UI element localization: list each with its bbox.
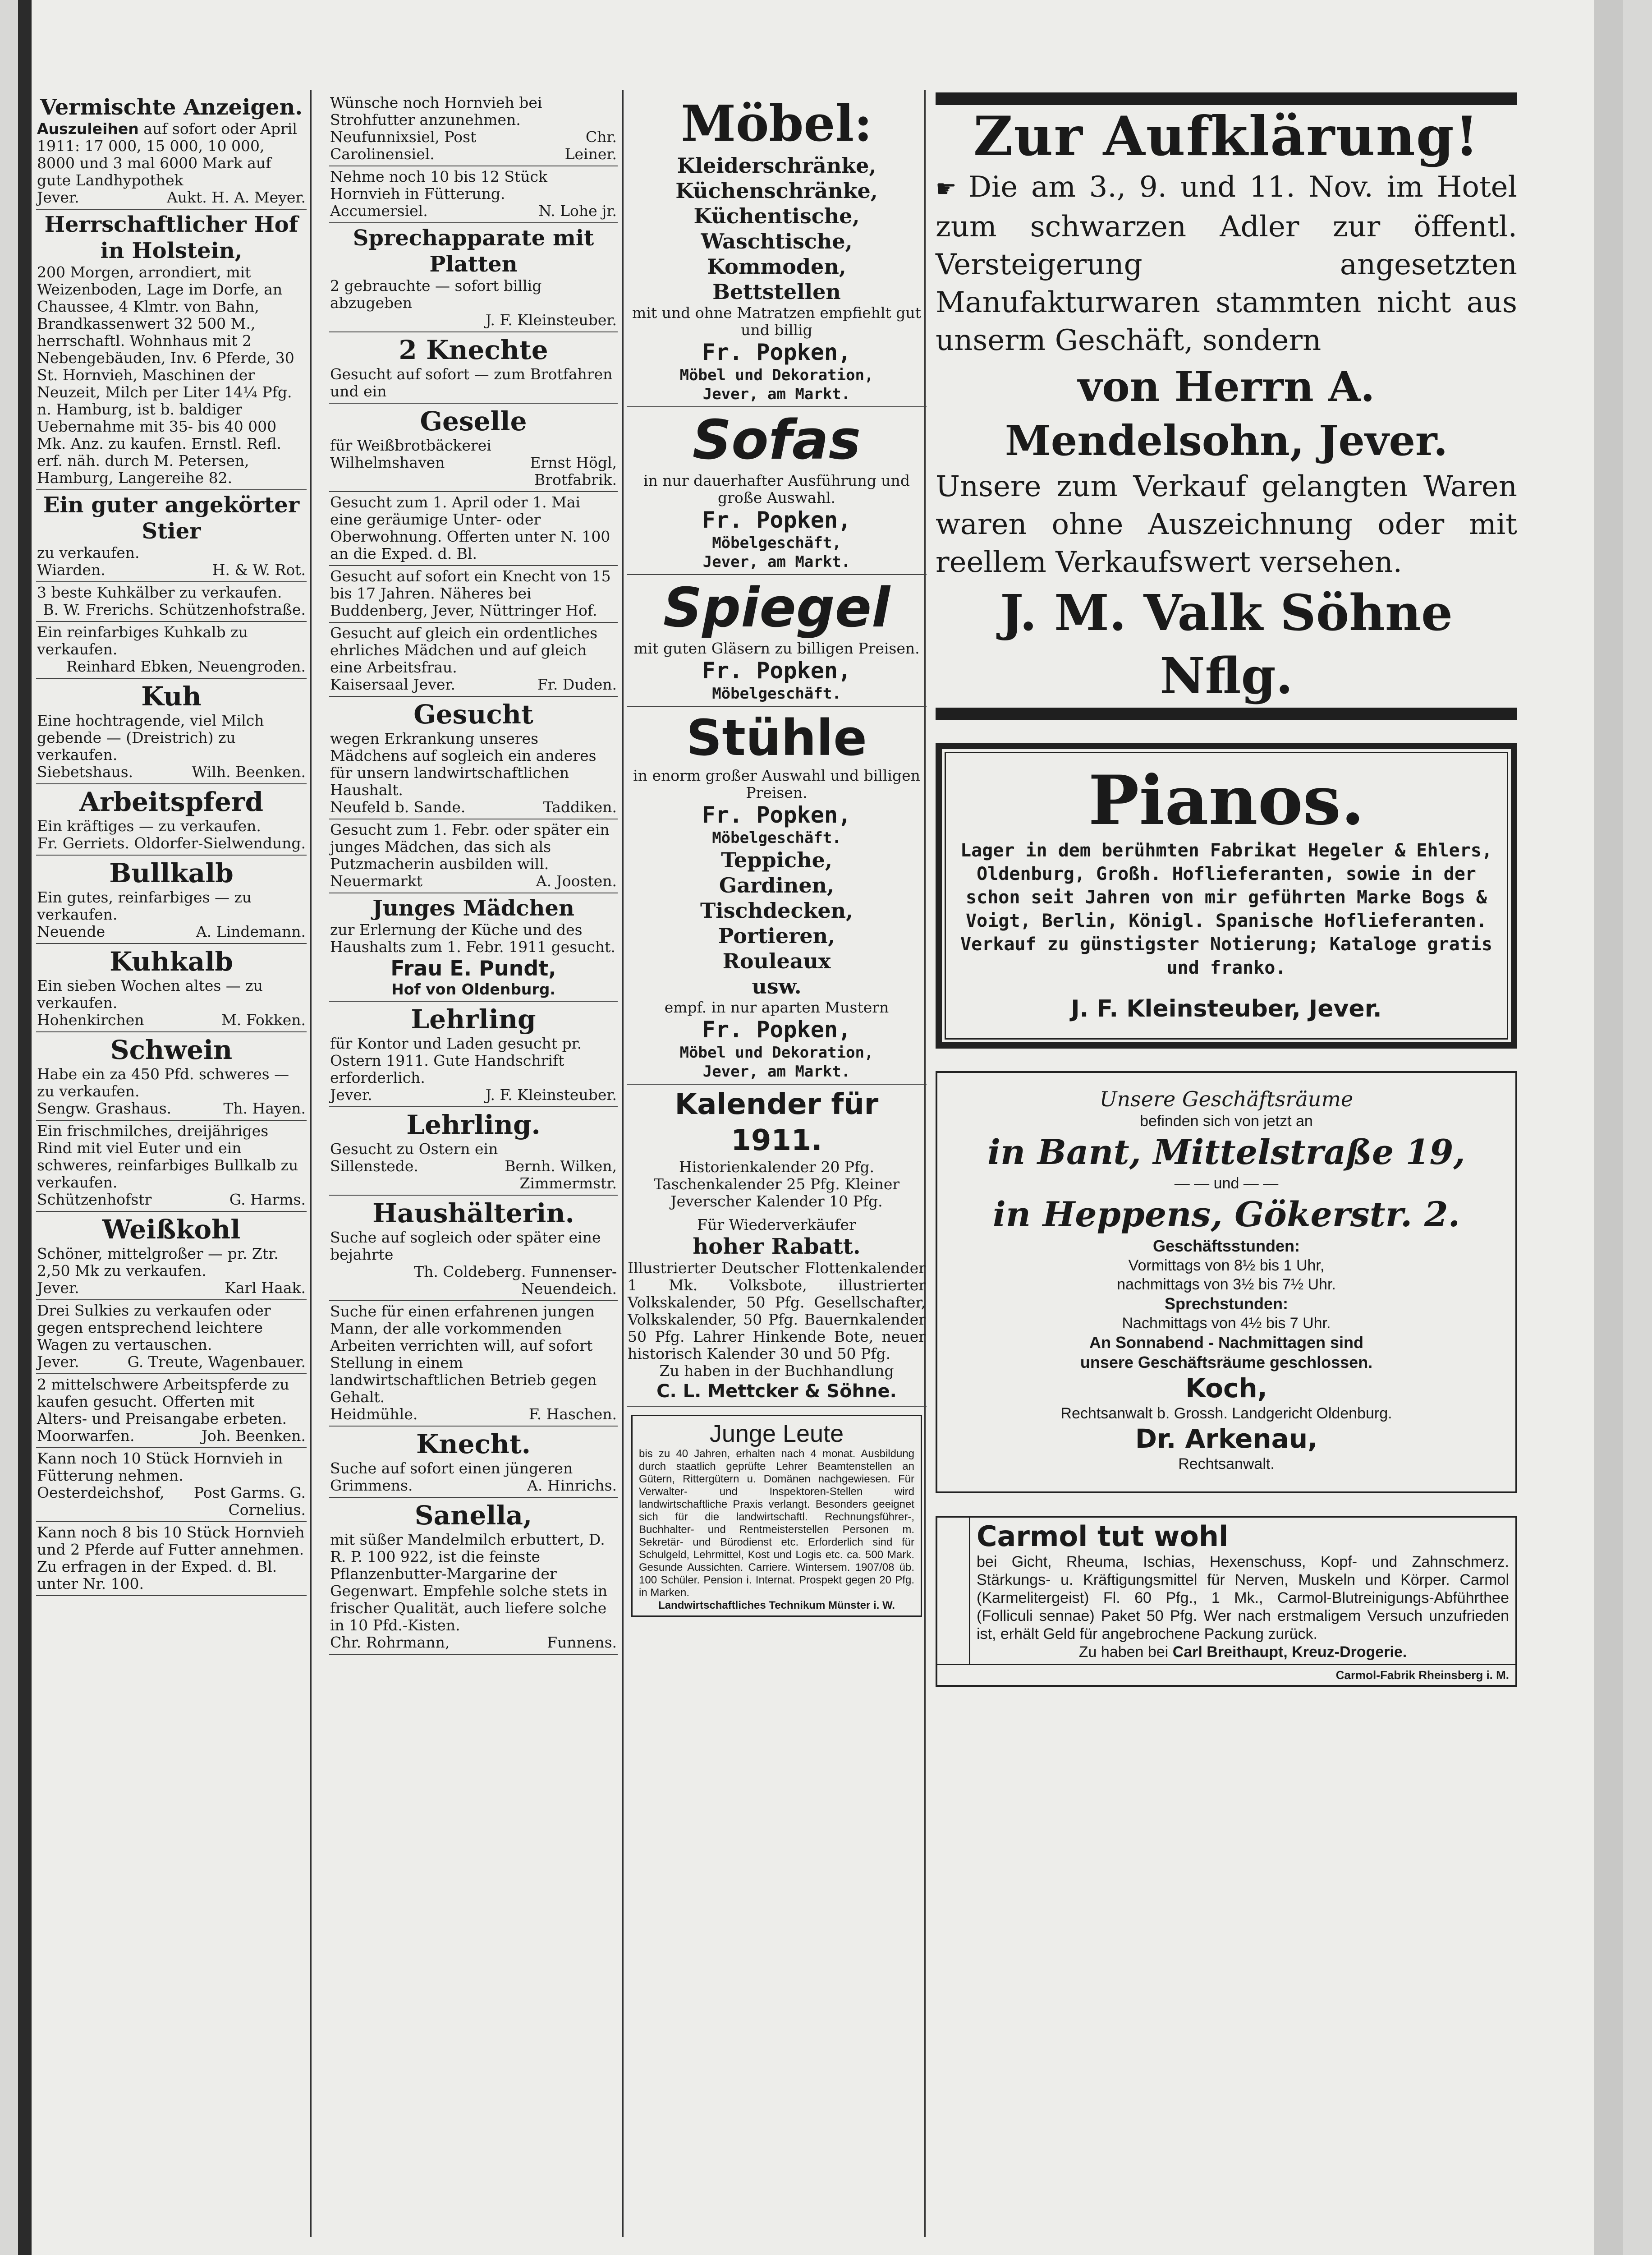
ad-signature: [37, 764, 306, 781]
ad-body: bis zu 40 Jahren, erhalten nach 4 monat. Ausbildung durch staatlich geprüfte Lehrer Beamtenstellen an Gütern, Rittergütern u. Domänen nachgewiesen. Für Verwalter- und Inspektoren-Stellen wird landwirtschaftliche Praxis verlangt. Besonders geeignet sich für die landwirtschaftl. Rechnungsführer-, Buchhalter- und Rentmeisterstellen Personen m. Sekretär- und Bürodienst etc. Erforderlich sind für Schulgeld, Lehrmittel, Kost und Logis etc. ca. 500 Mark. Gesunde Aussichten. Carriere. Wintersem. 1907/08 üb. 100 Schüler. Pension i. Internat. Prospekt gegen 20 Pfg. in Marken.: [639, 1448, 914, 1599]
ad-title: Schwein: [110, 1035, 233, 1065]
ad-body: Historienkalender 20 Pfg. Taschenkalender 25 Pfg. Kleiner Jeverscher Kalender 10 Pfg.: [653, 1158, 900, 1210]
ad-body: mit süßer Mandelmilch erbuttert, D. R. P. 100 922, ist die feinste Pflanzenbutter-Margarine der Gegenwart. Empfehle solche stets in frischer Qualität, auch liefere solche in 10 Pfd.-Kisten.: [330, 1531, 608, 1634]
ad-highlight: von Herrn A. Mendelsohn, Jever.: [1005, 362, 1448, 465]
classified-ad: [36, 1121, 307, 1212]
moebel-item: Kommoden,: [707, 254, 846, 279]
ad-title: Carmol tut wohl: [977, 1520, 1229, 1553]
ad-body: Gesucht auf sofort — zum Brotfahren und ein: [330, 365, 613, 400]
signature-place: Neufeld b. Sande.: [330, 798, 466, 816]
advertiser-name: Frau E. Pundt,: [390, 956, 556, 980]
classified-ad: [36, 1374, 307, 1448]
ad-signature: [37, 1279, 306, 1297]
column-large-ads: [931, 92, 1522, 2235]
ad-moebel: [627, 92, 927, 407]
lawyer-role: Rechtsanwalt b. Grossh. Landgericht Oldenburg.: [1060, 1405, 1392, 1422]
advertiser-place: Jever, am Markt.: [702, 385, 851, 403]
ad-body: ☛ Die am 3., 9. und 11. Nov. im Hotel zum schwarzen Adler zur öffentl. Versteigerung angesetzten Manufakturwaren stammten nicht aus unserm Geschäft, sondern: [936, 170, 1517, 357]
ad-sofas: [627, 407, 927, 575]
classified-ad: [36, 1212, 307, 1300]
signature-name: A. Hinrichs.: [527, 1477, 617, 1494]
ad-title: Knecht.: [416, 1429, 531, 1459]
ad-signature: [330, 1406, 617, 1423]
ad-body: Gesucht zum 1. April oder 1. Mai eine geräumige Unter- oder Oberwohnung. Offerten unter N. 100 an die Exped. d. Bl.: [330, 493, 610, 562]
ad-body: Ein sieben Wochen altes — zu verkaufen.: [37, 977, 263, 1012]
ad-title: Lehrling.: [406, 1109, 541, 1140]
signature-name: A. Lindemann.: [196, 923, 306, 940]
ad-title: Stühle: [686, 709, 867, 767]
signature-place: Jever.: [37, 189, 79, 206]
ad-body: wegen Erkrankung unseres Mädchens auf sogleich ein anderes für unsern landwirtschaftlichen Haushalt.: [330, 730, 597, 799]
signature-place: Moorwarfen.: [37, 1427, 135, 1445]
ad-signature: [37, 1484, 306, 1519]
advertiser-name: Fr. Popken,: [702, 802, 852, 828]
ad-signature: [330, 129, 617, 163]
hours-label: Sprechstunden:: [1164, 1294, 1289, 1313]
classified-ad: [36, 1448, 307, 1522]
ad-title: Haushälterin.: [372, 1198, 574, 1229]
ad-footer: Landwirtschaftliches Technikum Münster i. W.: [658, 1599, 895, 1611]
classified-ad: [329, 1498, 618, 1655]
ad-aufklaerung: [931, 92, 1522, 720]
signature-name: M. Fokken.: [221, 1011, 306, 1029]
ad-body: Gesucht auf sofort ein Knecht von 15 bis 17 Jahren. Näheres bei Buddenberg, Jever, Nüttringer Hof.: [330, 567, 611, 619]
signature-place: Siebetshaus.: [37, 763, 133, 781]
advertiser-name: Fr. Popken,: [702, 507, 852, 533]
textil-item: Gardinen,: [719, 873, 835, 897]
signature-name: Fr. Gerriets. Oldorfer-Sielwendung.: [37, 834, 306, 852]
ad-body: Ein reinfarbiges Kuhkalb zu verkaufen.: [37, 623, 248, 658]
ad-title: Kuhkalb: [110, 946, 233, 977]
ad-signature: [37, 1100, 306, 1117]
closed-note: unsere Geschäftsräume geschlossen.: [1080, 1353, 1373, 1371]
ad-title: Pianos.: [1088, 761, 1365, 840]
column-rule: [310, 90, 312, 2237]
ad-signature: [330, 1263, 617, 1298]
ad-title: Arbeitspferd: [79, 787, 263, 817]
ad-junge-leute: [631, 1415, 922, 1617]
signature-place: Jever.: [330, 1086, 372, 1104]
classified-ad: [329, 819, 618, 893]
ad-note: empf. in nur aparten Mustern: [664, 999, 889, 1016]
classified-ad: [329, 1107, 618, 1196]
ad-body: Suche für einen erfahrenen jungen Mann, der alle vorkommenden Arbeiten verrichten will, auf sofort Stellung in einem landwirtschaftlichen Betrieb gegen Gehalt.: [330, 1302, 597, 1406]
classified-ad: [36, 490, 307, 582]
advertiser-name: Fr. Popken,: [702, 658, 852, 684]
classified-ad: [36, 1300, 307, 1374]
signature-name: Joh. Beenken.: [201, 1427, 306, 1445]
signature-name: A. Joosten.: [536, 872, 617, 890]
advertiser-name: J. M. Valk Söhne Nflg.: [1000, 584, 1453, 705]
ad-intro: Unsere Geschäftsräume: [1099, 1087, 1354, 1111]
classified-ad: [329, 1196, 618, 1301]
hours-line: Nachmittags von 4½ bis 7 Uhr.: [1122, 1315, 1331, 1332]
classified-ad: [36, 622, 307, 679]
signature-place: Sillenstede.: [330, 1157, 418, 1175]
ad-title: Geselle: [420, 406, 527, 437]
ad-signature: [37, 601, 306, 618]
ad-title: Sofas: [692, 409, 861, 472]
ad-signature: [330, 1634, 617, 1651]
lawyer-role: Rechtsanwalt.: [1178, 1455, 1275, 1473]
pointing-hand-icon: ☛: [936, 175, 968, 202]
signature-name: Th. Hayen.: [223, 1100, 306, 1117]
lawyer-name: Koch,: [1185, 1373, 1267, 1404]
ad-carmol: [936, 1516, 1517, 1687]
ad-signature: [37, 561, 306, 579]
ad-title: Kalender für 1911.: [675, 1088, 879, 1157]
ad-title: Weißkohl: [102, 1214, 241, 1245]
signature-place: Neuermarkt: [330, 872, 422, 890]
signature-name: Post Garms. G. Cornelius.: [193, 1484, 306, 1519]
ad-body: 200 Morgen, arrondiert, mit Weizenboden, Lage im Dorfe, an Chaussee, 4 Klmtr. von Bahn, Brandkassenwert 32 500 M., herrschaftl. Wohnhaus mit 2 Nebengebäuden, Inv. 6 Pferde, 30 St. Hornvieh, Maschinen der Neuzeit, Milch per Liter 14¼ Pfg. n. Hamburg, ist b. baldiger Uebernahme mit 35- bis 40 000 Mk. Anz. zu kaufen. Ernstl. Refl. erf. näh. durch M. Petersen, Hamburg, Langereihe 82.: [37, 263, 294, 487]
ad-note: Für Wiederverkäufer: [697, 1216, 856, 1233]
ad-title: Sanella,: [414, 1500, 532, 1531]
advertiser-name: Fr. Popken,: [702, 339, 852, 365]
address-line: in Heppens, Gökerstr. 2.: [992, 1194, 1460, 1234]
ad-body: Drei Sulkies zu verkaufen oder gegen entsprechend leichtere Wagen zu vertauschen.: [37, 1302, 271, 1353]
ad-lead: Auszuleihen: [37, 120, 139, 138]
ad-seller: Zu haben bei Carl Breithaupt, Kreuz-Drogerie.: [1078, 1643, 1407, 1661]
moebel-item: Küchenschränke,: [675, 179, 878, 203]
signature-name: Th. Coldeberg. Funnenser-Neuendeich.: [414, 1263, 617, 1298]
signature-name: Funnens.: [547, 1634, 617, 1651]
ad-note: in nur dauerhafter Ausführung und große Auswahl.: [643, 472, 910, 506]
ad-body: zur Erlernung der Küche und des Haushalts zum 1. Febr. 1911 gesucht.: [330, 921, 615, 956]
advertiser-place: Jever, am Markt.: [702, 1063, 851, 1081]
ad-signature: [330, 454, 617, 488]
ad-body: Illustrierter Deutscher Flottenkalender 1 Mk. Volksbote, illustrierter Volkskalender, 50 Pfg. Gesellschafter, Volkskalender, 50 Pfg. Bauernkalender 50 Pfg. Lahrer Hinkende Bote, neuer historisch Kalender 30 und 50 Pfg.: [628, 1259, 926, 1362]
advertiser-name: C. L. Mettcker & Söhne.: [656, 1381, 897, 1402]
advertiser-name: Fr. Popken,: [702, 1017, 852, 1043]
classified-ad: [36, 679, 307, 784]
signature-place: Accumersiel.: [330, 202, 428, 220]
classified-ad: [36, 210, 307, 490]
ad-note: mit und ohne Matratzen empfiehlt gut und billig: [632, 304, 921, 339]
ad-title: Junges Mädchen: [372, 896, 574, 921]
ad-title: Lehrling: [411, 1004, 536, 1035]
signature-name: B. W. Frerichs. Schützenhofstraße.: [43, 601, 306, 618]
ad-body: Gesucht auf gleich ein ordentliches ehrliches Mädchen und auf gleich eine Arbeitsfrau.: [330, 624, 598, 676]
ad-title: 2 Knechte: [399, 335, 548, 365]
ad-spiegel: [627, 575, 927, 707]
ad-body: Kann noch 10 Stück Hornvieh in Fütterung nehmen.: [37, 1450, 283, 1484]
classified-ad: [329, 404, 618, 492]
textil-item: Portieren,: [718, 924, 835, 948]
ad-body: für Weißbrotbäckerei: [330, 437, 491, 454]
ad-stuehle: [627, 707, 927, 1085]
column-classifieds-1: [36, 92, 307, 2235]
ad-signature: [37, 189, 306, 206]
ad-note: in enorm großer Auswahl und billigen Preisen.: [633, 767, 920, 801]
signature-name: J. F. Kleinsteuber.: [485, 1086, 617, 1104]
page-edge: [1594, 0, 1623, 2255]
classified-ad: [36, 784, 307, 856]
classified-ad: [329, 332, 618, 404]
address-line: in Bant, Mittelstraße 19,: [987, 1132, 1465, 1172]
classified-ad: [329, 492, 618, 566]
ad-title: Gesucht: [413, 699, 533, 730]
page-binding: [18, 0, 32, 2255]
classified-ad: [329, 623, 618, 697]
ad-body: Unsere zum Verkauf gelangten Waren waren ohne Auszeichnung oder mit reellem Verkaufswert versehen.: [936, 470, 1517, 579]
signature-place: Wilhelmshaven: [330, 454, 445, 471]
ad-body: Suche auf sofort einen jüngeren: [330, 1459, 573, 1477]
ad-body: Lager in dem berühmten Fabrikat Hegeler & Ehlers, Oldenburg, Großh. Hoflieferanten, sowie in der schon seit Jahren von mir geführten Marke Bogs & Voigt, Berlin, Königl. Spanische Hoflieferanten. Verkauf zu günstigster Notierung; Kataloge gratis und franko.: [960, 840, 1493, 978]
ad-body: Habe ein za 450 Pfd. schweres — zu verkaufen.: [37, 1065, 289, 1100]
moebel-item-list: [628, 153, 926, 304]
signature-place: Jever.: [37, 1279, 79, 1297]
column-rule: [622, 90, 624, 2237]
signature-name: Chr. Leiner.: [564, 128, 617, 163]
textil-item: Rouleaux: [722, 949, 831, 973]
signature-place: Heidmühle.: [330, 1405, 418, 1423]
ad-signature: [37, 1191, 306, 1208]
ad-signature: [37, 1012, 306, 1029]
advertiser-sub: Möbelgeschäft.: [712, 685, 841, 703]
advertiser-name: J. F. Kleinsteuber, Jever.: [1071, 995, 1382, 1022]
column-classifieds-2: [329, 92, 618, 2235]
advertiser-place: Hof von Oldenburg.: [391, 980, 555, 998]
signature-name: Bernh. Wilken, Zimmermstr.: [505, 1157, 617, 1192]
newspaper-page: [18, 0, 1623, 2255]
classified-ad: [329, 166, 618, 223]
signature-place: Jever.: [37, 1353, 79, 1371]
ad-body: Suche auf sogleich oder später eine bejahrte: [330, 1229, 601, 1263]
signature-name: Aukt. H. A. Meyer.: [166, 189, 306, 206]
classified-ad: [329, 566, 618, 623]
ad-highlight: hoher Rabatt.: [693, 1234, 861, 1259]
ad-body: Gesucht zum 1. Febr. oder später ein junges Mädchen, das sich als Putzmacherin ausbilden will.: [330, 821, 610, 873]
hours-line: nachmittags von 3½ bis 7½ Uhr.: [1117, 1276, 1336, 1293]
signature-name: H. & W. Rot.: [212, 561, 306, 579]
advertiser-sub: Möbelgeschäft.: [712, 829, 841, 847]
classified-ad: [36, 944, 307, 1032]
signature-name: G. Harms.: [229, 1191, 306, 1208]
hours-line: Vormittags von 8½ bis 1 Uhr,: [1128, 1257, 1325, 1274]
signature-name: J. F. Kleinsteuber.: [485, 311, 617, 329]
ad-body: Nehme noch 10 bis 12 Stück Hornvieh in Fütterung.: [330, 168, 547, 202]
ad-body: 2 gebrauchte — sofort billig abzugeben: [330, 277, 542, 312]
signature-place: Oesterdeichshof,: [37, 1484, 165, 1501]
black-bar: [936, 92, 1517, 105]
ad-body: Ein frischmilches, dreijähriges Rind mit viel Euter und ein schweres, reinfarbiges Bullkalb zu verkaufen.: [37, 1122, 298, 1191]
advertiser-sub: Möbel und Dekoration,: [679, 366, 874, 384]
signature-place: Kaisersaal Jever.: [330, 676, 456, 693]
signature-name: Fr. Duden.: [537, 676, 617, 693]
advertiser-sub: Möbelgeschäft,: [712, 534, 841, 552]
signature-name: Karl Haak.: [225, 1279, 306, 1297]
moebel-item: Bettstellen: [712, 280, 841, 304]
lawyer-name: Dr. Arkenau,: [1135, 1423, 1318, 1454]
textil-item-list: [628, 847, 926, 999]
column-popken: [627, 92, 927, 2235]
ad-signature: [37, 1353, 306, 1371]
ad-signature: [37, 923, 306, 940]
ad-body: Kann noch 8 bis 10 Stück Hornvieh und 2 Pferde auf Futter annehmen. Zu erfragen in der Exped. d. Bl. unter Nr. 100.: [37, 1523, 305, 1592]
ad-title: Herrschaftlicher Hof in Holstein,: [44, 212, 298, 263]
ad-geschaeftsraeume: [936, 1071, 1517, 1493]
ad-body: bei Gicht, Rheuma, Ischias, Hexenschuss, Kopf- und Zahnschmerz. Stärkungs- u. Kräftigungsmittel für Nerven, Muskeln und Körper. Carmol (Karmelitergeist) Fl. 60 Pfg., 1 Mk., Carmol-Blutreinigungs-Abführthee (Folliculi sennae) Paket 50 Pfg. Wer nach erstmaligem Versuch unzufrieden ist, erhält Geld für angebrochene Packung zurück.: [977, 1553, 1509, 1643]
signature-name: N. Lohe jr.: [538, 202, 617, 220]
ad-body: Ein gutes, reinfarbiges — zu verkaufen.: [37, 888, 252, 923]
ad-signature: [330, 1086, 617, 1104]
classified-ad: [36, 1032, 307, 1121]
ad-signature: [37, 658, 306, 675]
classified-ad: [329, 1427, 618, 1498]
ad-signature: [330, 676, 617, 693]
ad-title: Bullkalb: [109, 858, 234, 888]
classified-ad: [36, 1522, 307, 1596]
signature-place: Neuende: [37, 923, 106, 940]
moebel-item: Küchentische,: [693, 204, 860, 228]
advertiser-place: Jever, am Markt.: [702, 553, 851, 571]
ad-signature: [330, 1477, 617, 1494]
ad-body: Wünsche noch Hornvieh bei Strohfutter anzunehmen.: [330, 94, 542, 129]
signature-place: Chr. Rohrmann,: [330, 1634, 450, 1651]
signature-name: Ernst Högl, Brotfabrik.: [530, 454, 617, 488]
signature-place: Schützenhofstr: [37, 1191, 152, 1208]
classified-ad: [36, 856, 307, 944]
textil-item: usw.: [752, 974, 802, 999]
ad-signature: [330, 202, 617, 220]
ad-title: Kuh: [141, 681, 202, 712]
classified-ad: [329, 1002, 618, 1107]
ad-note: Zu haben in der Buchhandlung: [659, 1362, 894, 1380]
ad-body-text: auf sofort oder April 1911: 17 000, 15 000, 10 000, 8000 und 3 mal 6000 Mark auf gute Landhypothek: [37, 120, 297, 189]
ad-signature: [37, 1427, 306, 1445]
signature-place: Sengw. Grashaus.: [37, 1100, 172, 1117]
hours-label: Geschäftsstunden:: [1152, 1237, 1300, 1255]
ad-signature: [330, 1158, 617, 1192]
ad-signature: [330, 799, 617, 816]
ad-body: Schöner, mittelgroßer — pr. Ztr. 2,50 Mk zu verkaufen.: [37, 1245, 279, 1279]
ad-pianos: [936, 743, 1517, 1049]
signature-place: Hohenkirchen: [37, 1011, 144, 1029]
signature-name: Wilh. Beenken.: [192, 763, 306, 781]
black-bar: [936, 708, 1517, 720]
ad-body: [37, 120, 306, 189]
ad-intro-sub: befinden sich von jetzt an: [1140, 1113, 1313, 1130]
ad-title: Ein guter angekörter Stier: [43, 492, 300, 544]
ad-title: Spiegel: [663, 577, 890, 640]
classified-ad: [329, 1301, 618, 1427]
ad-body: zu verkaufen.: [37, 544, 140, 561]
classified-ad: [36, 582, 307, 622]
ad-title: Zur Aufklärung!: [973, 105, 1480, 168]
advertiser-sub: Möbel und Dekoration,: [679, 1044, 874, 1062]
signature-name: Reinhard Ebken, Neuengroden.: [66, 658, 306, 675]
signature-place: Grimmens.: [330, 1477, 413, 1494]
signature-name: F. Haschen.: [528, 1405, 617, 1423]
signature-place: Wiarden.: [37, 561, 106, 579]
textil-item: Tischdecken,: [700, 898, 854, 923]
ad-note: mit guten Gläsern zu billigen Preisen.: [633, 640, 920, 657]
classified-ad: [329, 92, 618, 166]
closed-note: An Sonnabend - Nachmittagen sind: [1089, 1333, 1364, 1352]
signature-name: Taddiken.: [543, 798, 617, 816]
ad-footer: Carmol-Fabrik Rheinsberg i. M.: [937, 1664, 1515, 1685]
classified-ad: [36, 92, 307, 210]
ad-body: Gesucht zu Ostern ein: [330, 1140, 498, 1158]
moebel-item: Waschtische,: [701, 229, 853, 253]
ad-body: 2 mittelschwere Arbeitspferde zu kaufen gesucht. Offerten mit Alters- und Preisangabe erbeten.: [37, 1376, 289, 1427]
separator: — — und — —: [1174, 1175, 1279, 1192]
ad-body: 3 beste Kuhkälber zu verkaufen.: [37, 584, 282, 601]
ad-signature: [330, 873, 617, 890]
moebel-item: Kleiderschränke,: [677, 153, 876, 178]
ad-body: Eine hochtragende, viel Milch gebende — (Dreistrich) zu verkaufen.: [37, 712, 264, 764]
classified-ad: [329, 893, 618, 1002]
textil-item: Teppiche,: [721, 848, 832, 872]
ad-signature: [330, 312, 617, 329]
ad-title: Vermischte Anzeigen.: [40, 95, 303, 120]
ad-body: für Kontor und Laden gesucht pr. Ostern 1911. Gute Handschrift erforderlich.: [330, 1035, 582, 1086]
ad-body: Ein kräftiges — zu verkaufen.: [37, 817, 261, 835]
classified-ad: [329, 697, 618, 819]
ad-kalender: [627, 1085, 927, 1407]
classified-ad: [329, 223, 618, 332]
signature-name: G. Treute, Wagenbauer.: [127, 1353, 306, 1371]
ad-title: Möbel:: [681, 94, 872, 152]
signature-place: Neufunnixsiel, Post Carolinensiel.: [330, 128, 477, 163]
ad-title: Sprechapparate mit Platten: [353, 226, 594, 277]
ad-title: Junge Leute: [709, 1420, 844, 1447]
ad-signature: [37, 835, 306, 852]
